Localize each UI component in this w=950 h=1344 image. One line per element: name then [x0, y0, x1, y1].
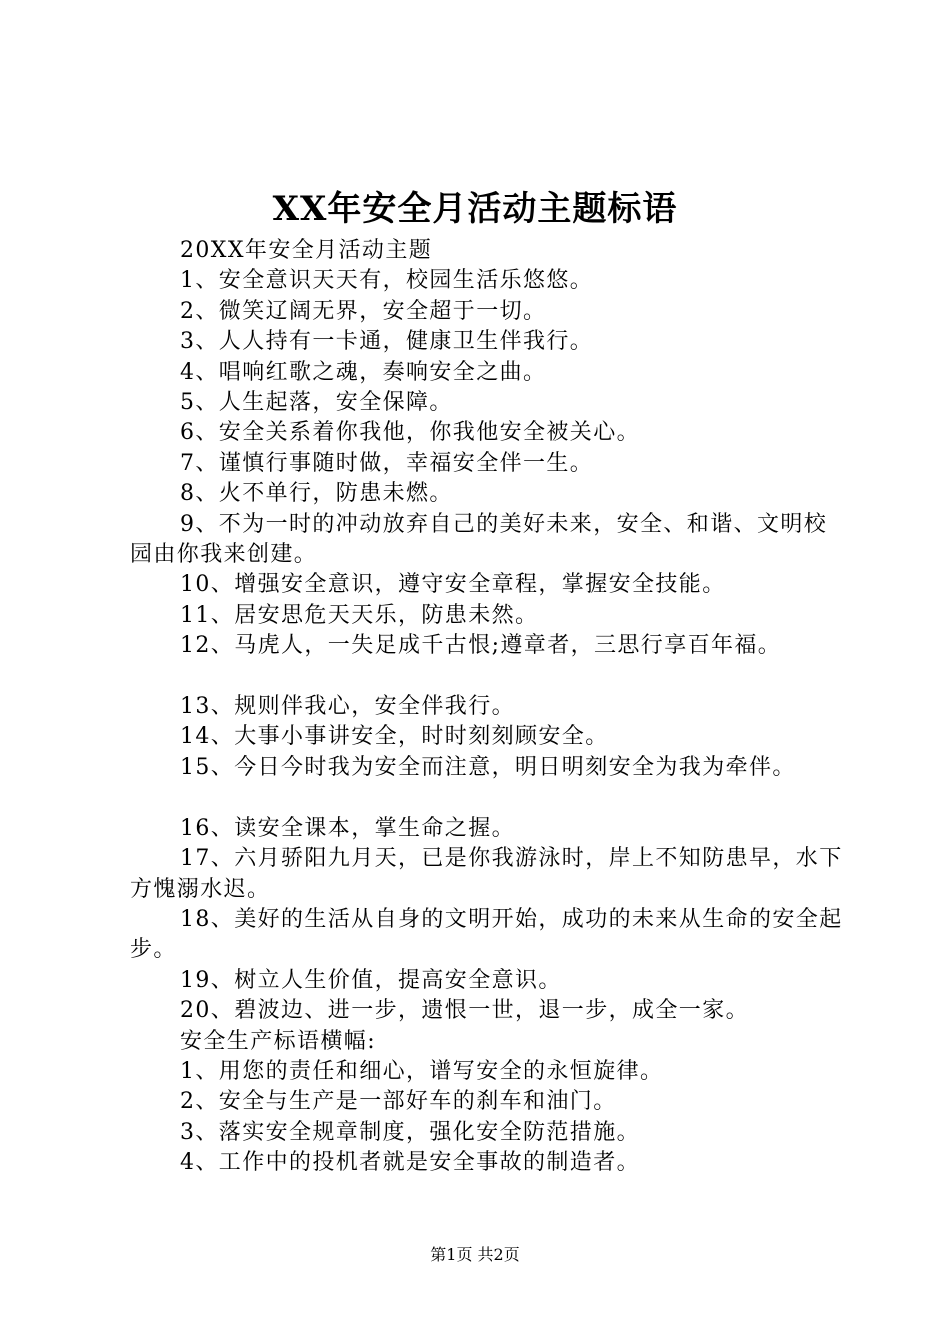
page-number-footer: 第1页 共2页: [430, 1245, 520, 1264]
slogan-item-1: 1、安全意识天天有，校园生活乐悠悠。: [180, 268, 594, 294]
slogan-item-16: 16、读安全课本，掌生命之握。: [180, 815, 515, 841]
paragraph-heading: 20XX年安全月活动主题: [180, 238, 433, 263]
slogan-item-9: 9、不为一时的冲动放弃自己的美好未来，安全、和谐、文明校园由你我来创建。: [130, 511, 828, 568]
slogan-item-12: 12、马虎人，一失足成千古恨;遵章者，三思行享百年福。: [180, 633, 782, 659]
slogan-item-17: 17、六月骄阳九月天，已是你我游泳时，岸上不知防患早，水下方愧溺水迟。: [130, 846, 843, 902]
slogan-item-10: 10、增强安全意识，遵守安全章程，掌握安全技能。: [180, 572, 726, 598]
slogan-item-8: 8、火不单行，防患未燃。: [180, 481, 453, 507]
slogan-item-20: 20、碧波边、进一步，遗恨一世，退一步，成全一家。: [180, 998, 749, 1024]
slogan-item-6: 6、安全关系着你我他，你我他安全被关心。: [180, 420, 640, 446]
banner-item-2: 2、安全与生产是一部好车的刹车和油门。: [180, 1089, 617, 1115]
slogan-item-3: 3、人人持有一卡通，健康卫生伴我行。: [180, 329, 594, 355]
slogan-item-19: 19、树立人生价值，提高安全意识。: [180, 967, 562, 993]
slogan-item-7: 7、谨慎行事随时做，幸福安全伴一生。: [180, 450, 594, 476]
banner-item-4: 4、工作中的投机者就是安全事故的制造者。: [180, 1150, 640, 1176]
slogan-item-18: 18、美好的生活从自身的文明开始，成功的未来从生命的安全起步。: [130, 906, 843, 963]
page-title: XX年安全月活动主题标语: [272, 189, 678, 229]
section-heading-banners: 安全生产标语横幅:: [180, 1028, 377, 1054]
slogan-item-4: 4、唱响红歌之魂，奏响安全之曲。: [180, 359, 547, 385]
slogan-item-2: 2、微笑辽阔无界，安全超于一切。: [180, 298, 547, 324]
banner-item-1: 1、用您的责任和细心，谱写安全的永恒旋律。: [180, 1058, 664, 1084]
document-body: [130, 236, 850, 1179]
slogan-item-15: 15、今日今时我为安全而注意，明日明刻安全为我为牵伴。: [180, 754, 796, 780]
slogan-item-11: 11、居安思危天天乐，防患未然。: [180, 602, 539, 628]
slogan-item-5: 5、人生起落，安全保障。: [180, 390, 453, 416]
slogan-item-14: 14、大事小事讲安全，时时刻刻顾安全。: [180, 724, 609, 750]
slogan-item-13: 13、规则伴我心，安全伴我行。: [180, 694, 515, 720]
banner-item-3: 3、落实安全规章制度，强化安全防范措施。: [180, 1119, 640, 1145]
